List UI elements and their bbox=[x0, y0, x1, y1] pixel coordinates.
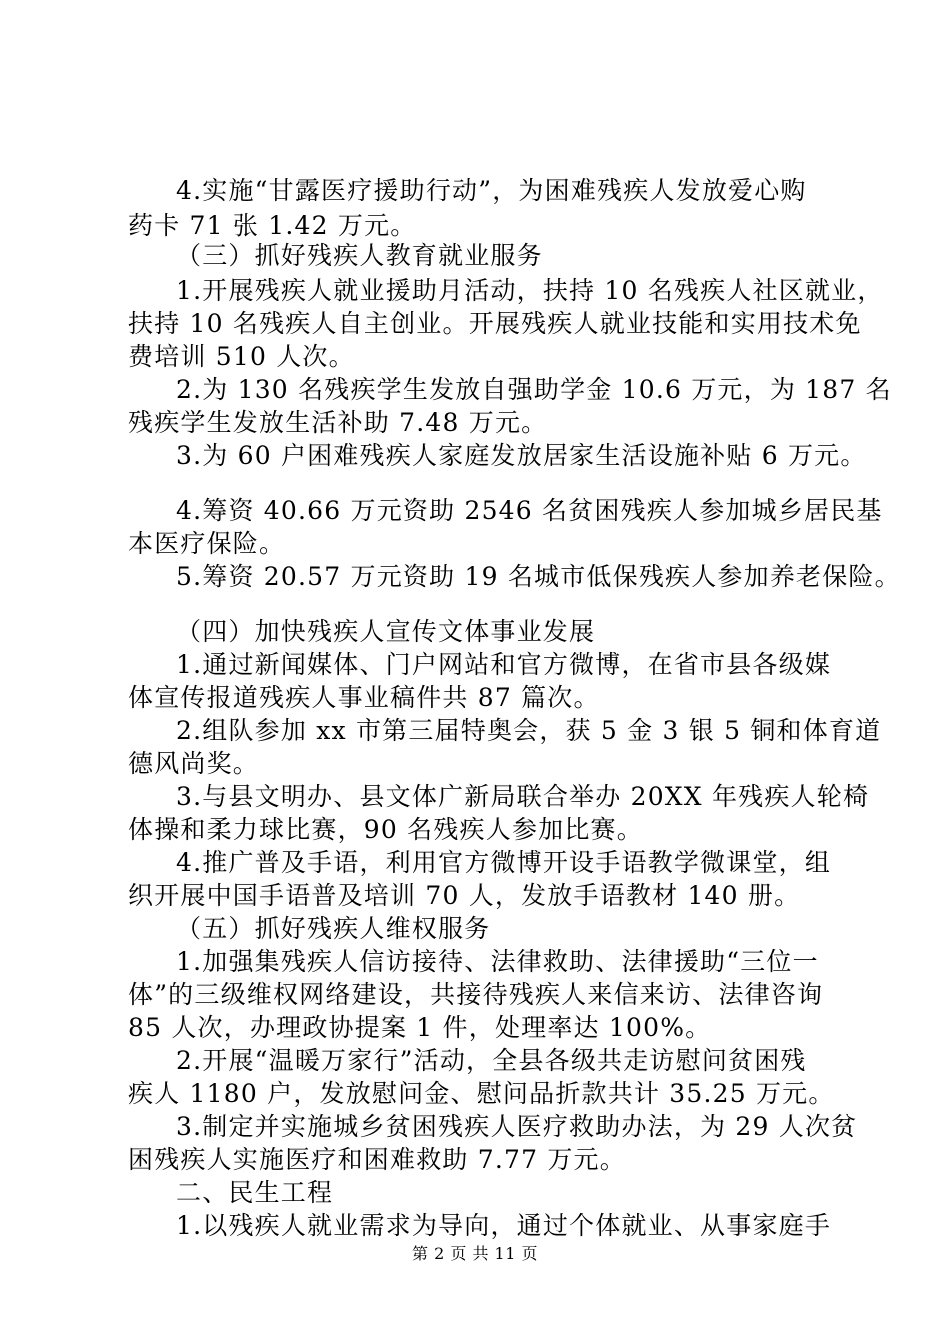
body-line-17: 德风尚奖。 bbox=[128, 749, 260, 778]
body-line-5: 扶持 10 名残疾人自主创业。开展残疾人就业技能和实用技术免 bbox=[128, 309, 862, 338]
body-line-26: 2.开展“温暖万家行”活动，全县各级共走访慰问贫困残 bbox=[176, 1046, 807, 1075]
body-line-1: 4.实施“甘露医疗援助行动”，为困难残疾人发放爱心购 bbox=[176, 176, 807, 205]
body-line-9: 3.为 60 户困难残疾人家庭发放居家生活设施补贴 6 万元。 bbox=[176, 441, 867, 470]
body-line-24: 体”的三级维权网络建设，共接待残疾人来信来访、法律咨询 bbox=[128, 980, 824, 1009]
body-line-2: 药卡 71 张 1.42 万元。 bbox=[128, 211, 417, 240]
body-line-15: 体宣传报道残疾人事业稿件共 87 篇次。 bbox=[128, 683, 600, 712]
body-line-16: 2.组队参加 xx 市第三届特奥会，获 5 金 3 银 5 铜和体育道 bbox=[176, 716, 882, 745]
body-line-19: 体操和柔力球比赛，90 名残疾人参加比赛。 bbox=[128, 815, 643, 844]
body-line-31: 1.以残疾人就业需求为导向，通过个体就业、从事家庭手 bbox=[176, 1211, 832, 1240]
body-line-20: 4.推广普及手语，利用官方微博开设手语教学微课堂，组 bbox=[176, 848, 832, 877]
body-line-27: 疾人 1180 户，发放慰问金、慰问品折款共计 35.25 万元。 bbox=[128, 1079, 835, 1108]
body-line-12: 5.筹资 20.57 万元资助 19 名城市低保残疾人参加养老保险。 bbox=[176, 562, 901, 591]
page-number-footer: 第 2 页 共 11 页 bbox=[412, 1244, 538, 1263]
body-line-11: 本医疗保险。 bbox=[128, 529, 286, 558]
body-line-21: 织开展中国手语普及培训 70 人，发放手语教材 140 册。 bbox=[128, 881, 801, 910]
body-line-18: 3.与县文明办、县文体广新局联合举办 20XX 年残疾人轮椅 bbox=[176, 782, 870, 811]
body-line-29: 困残疾人实施医疗和困难救助 7.77 万元。 bbox=[128, 1145, 626, 1174]
section-heading-22: （五）抓好残疾人维权服务 bbox=[176, 914, 491, 943]
body-line-6: 费培训 510 人次。 bbox=[128, 342, 355, 371]
section-heading-13: （四）加快残疾人宣传文体事业发展 bbox=[176, 617, 596, 646]
section-heading-30: 二、民生工程 bbox=[176, 1178, 334, 1207]
body-line-28: 3.制定并实施城乡贫困残疾人医疗救助办法，为 29 人次贫 bbox=[176, 1112, 858, 1141]
body-line-4: 1.开展残疾人就业援助月活动，扶持 10 名残疾人社区就业， bbox=[176, 276, 884, 305]
body-line-7: 2.为 130 名残疾学生发放自强助学金 10.6 万元，为 187 名 bbox=[176, 375, 892, 404]
body-line-23: 1.加强集残疾人信访接待、法律救助、法律援助“三位一 bbox=[176, 947, 819, 976]
body-line-8: 残疾学生发放生活补助 7.48 万元。 bbox=[128, 408, 548, 437]
body-line-14: 1.通过新闻媒体、门户网站和官方微博，在省市县各级媒 bbox=[176, 650, 832, 679]
section-heading-3: （三）抓好残疾人教育就业服务 bbox=[176, 241, 543, 270]
body-line-10: 4.筹资 40.66 万元资助 2546 名贫困残疾人参加城乡居民基 bbox=[176, 496, 883, 525]
body-line-25: 85 人次，办理政协提案 1 件，处理率达 100%。 bbox=[128, 1013, 712, 1042]
